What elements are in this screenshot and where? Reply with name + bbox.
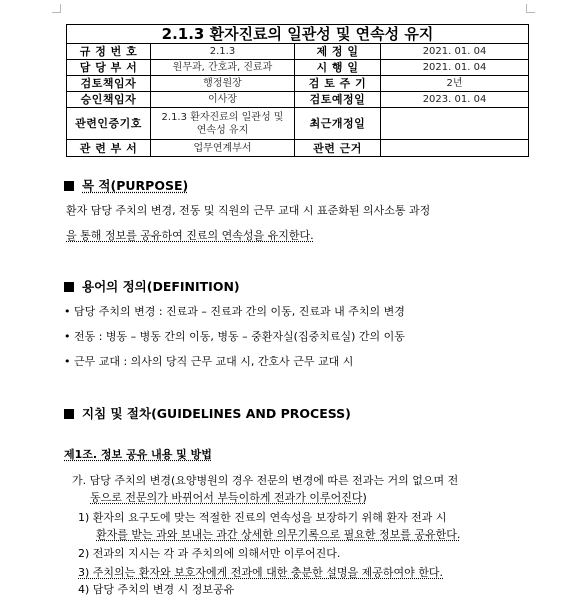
label-certification-code: 관련인증기호 [67, 108, 151, 140]
value-related-basis [381, 140, 529, 157]
guideline-line: 4) 담당 주치의 변경 시 정보공유 [78, 583, 235, 596]
value-last-revision-date [381, 108, 529, 140]
article-title: 제1조. 정보 공유 내용 및 방법 [64, 448, 212, 461]
definition-item: • 담당 주치의 변경 : 진료과 – 진료과 간의 이동, 진료과 내 주치의 변경 [64, 305, 405, 318]
label-last-revision-date: 최근개정일 [295, 108, 381, 140]
table-row [67, 92, 529, 108]
value-review-due-date: 2023. 01. 04 [381, 92, 529, 108]
definition-item: • 근무 교대 : 의사의 당직 근무 교대 시, 간호사 근무 교대 시 [64, 355, 354, 368]
guideline-line: 가. 담당 주치의 변경(요양병원의 경우 전문의 변경에 따른 전과는 거의 없으며 전 [72, 474, 459, 487]
label-review-officer: 검토책임자 [67, 76, 151, 92]
table-row [67, 44, 529, 60]
regulation-header-table [66, 24, 529, 157]
value-regulation-number: 2.1.3 [151, 44, 295, 60]
section-bullet-square [64, 282, 74, 292]
label-approval-officer: 승인책임자 [67, 92, 151, 108]
label-effective-date: 시 행 일 [295, 60, 381, 76]
guideline-line: 2) 전과의 지시는 각 과 주치의에 의해서만 이루어진다. [78, 547, 341, 560]
value-review-cycle: 2년 [381, 76, 529, 92]
label-related-department: 관 련 부 서 [67, 140, 151, 157]
table-row [67, 60, 529, 76]
table-row [67, 108, 529, 140]
value-approval-officer: 이사장 [151, 92, 295, 108]
purpose-heading: 목 적(PURPOSE) [64, 176, 188, 194]
label-review-due-date: 검토예정일 [295, 92, 381, 108]
page-corner-mark [52, 4, 61, 13]
label-regulation-number: 규 정 번 호 [67, 44, 151, 60]
definition-heading: 용어의 정의(DEFINITION) [64, 277, 240, 295]
value-related-department: 업무연계부서 [151, 140, 295, 157]
label-review-cycle: 검 토 주 기 [295, 76, 381, 92]
purpose-text-line: 환자 담당 주치의 변경, 전동 및 직원의 근무 교대 시 표준화된 의사소통 과정 [66, 204, 431, 217]
document-title: 2.1.3 환자진료의 일관성 및 연속성 유지 [67, 25, 529, 44]
label-department: 담 당 부 서 [67, 60, 151, 76]
guideline-line: 1) 환자의 요구도에 맞는 적절한 진료의 연속성을 보장하기 위해 환자 전과 시 [78, 511, 447, 524]
guidelines-heading: 지침 및 절차(GUIDELINES AND PROCESS) [64, 404, 351, 422]
purpose-text-line: 을 통해 정보를 공유하여 진료의 연속성을 유지한다. [66, 229, 314, 242]
section-bullet-square [64, 409, 74, 419]
table-row [67, 76, 529, 92]
definition-item: • 전동 : 병동 – 병동 간의 이동, 병동 – 중환자실(집중치료실) 간의 이동 [64, 330, 405, 343]
value-review-officer: 행정원장 [151, 76, 295, 92]
label-enactment-date: 제 정 일 [295, 44, 381, 60]
value-effective-date: 2021. 01. 04 [381, 60, 529, 76]
guideline-line: 3) 주치의는 환자와 보호자에게 전과에 대한 충분한 설명을 제공하여야 한다. [78, 566, 444, 579]
value-department: 원무과, 간호과, 진료과 [151, 60, 295, 76]
value-certification-code: 2.1.3 환자진료의 일관성 및 연속성 유지 [151, 108, 295, 140]
table-row [67, 140, 529, 157]
section-bullet-square [64, 181, 74, 191]
header-title-row [67, 25, 529, 44]
guideline-line: 환자를 받는 과와 보내는 과간 상세한 의무기록으로 필요한 정보를 공유한다. [96, 528, 461, 541]
guideline-line: 동으로 전문의가 바뀌어서 부득이하게 전과가 이루어진다) [90, 491, 367, 504]
value-enactment-date: 2021. 01. 04 [381, 44, 529, 60]
page-corner-mark [526, 4, 535, 13]
label-related-basis: 관련 근거 [295, 140, 381, 157]
